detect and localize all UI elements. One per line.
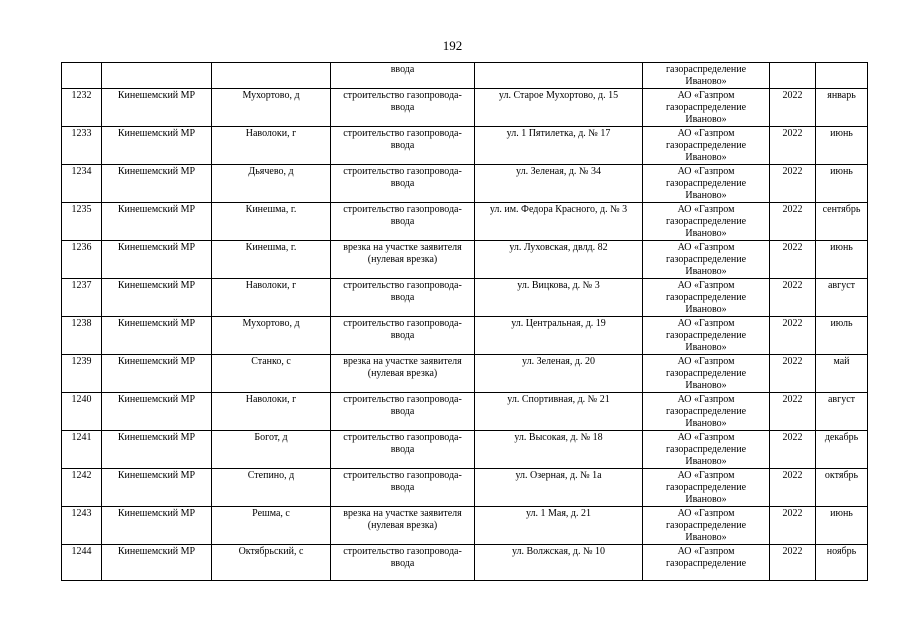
cell-year: 2022 xyxy=(770,241,816,279)
cell-address: ул. 1 Мая, д. 21 xyxy=(475,507,643,545)
cell-address: ул. Озерная, д. № 1а xyxy=(475,469,643,507)
cell-month: август xyxy=(816,393,868,431)
work-line: ввода xyxy=(390,216,415,227)
cell-no: 1239 xyxy=(62,355,102,393)
cell-no: 1244 xyxy=(62,545,102,581)
work-line: врезка на участке заявителя xyxy=(343,242,462,253)
cell-work xyxy=(331,469,475,507)
org-line: газораспределение xyxy=(665,482,747,493)
work-line: ввода xyxy=(390,406,415,417)
cell-no: 1235 xyxy=(62,203,102,241)
cell-year xyxy=(770,63,816,89)
cell-org xyxy=(643,507,770,545)
cell-locality: Кинешма, г. xyxy=(212,241,331,279)
org-line: АО «Газпром xyxy=(677,470,735,481)
table-row xyxy=(62,279,868,317)
org-line: Иваново» xyxy=(685,456,727,467)
cell-year: 2022 xyxy=(770,355,816,393)
cell-year: 2022 xyxy=(770,431,816,469)
cell-org xyxy=(643,203,770,241)
cell-district: Кинешемский МР xyxy=(102,355,212,393)
work-line: строительство газопровода- xyxy=(343,280,462,291)
org-line: газораспределение xyxy=(665,368,747,379)
cell-year: 2022 xyxy=(770,203,816,241)
cell-work xyxy=(331,355,475,393)
cell-address: ул. Луховская, двлд. 82 xyxy=(475,241,643,279)
cell-no: 1237 xyxy=(62,279,102,317)
cell-district: Кинешемский МР xyxy=(102,469,212,507)
work-line: врезка на участке заявителя xyxy=(343,356,462,367)
cell-address: ул. Центральная, д. 19 xyxy=(475,317,643,355)
work-line: ввода xyxy=(390,482,415,493)
work-line: (нулевая врезка) xyxy=(367,254,438,265)
table-row xyxy=(62,241,868,279)
cell-work xyxy=(331,393,475,431)
cell-month: июнь xyxy=(816,165,868,203)
cell-work xyxy=(331,63,475,89)
table-row xyxy=(62,393,868,431)
work-line: ввода xyxy=(390,102,415,113)
cell-district: Кинешемский МР xyxy=(102,241,212,279)
cell-locality: Октябрьский, с xyxy=(212,545,331,581)
org-line: газораспределение xyxy=(665,254,747,265)
cell-month: май xyxy=(816,355,868,393)
gasification-table xyxy=(61,62,868,581)
cell-address: ул. 1 Пятилетка, д. № 17 xyxy=(475,127,643,165)
page-number: 192 xyxy=(442,38,463,53)
cell-org xyxy=(643,469,770,507)
cell-org xyxy=(643,127,770,165)
cell-locality: Степино, д xyxy=(212,469,331,507)
work-line: ввода xyxy=(390,64,415,75)
org-line: газораспределение xyxy=(665,520,747,531)
work-line: строительство газопровода- xyxy=(343,394,462,405)
cell-year: 2022 xyxy=(770,127,816,165)
org-line: АО «Газпром xyxy=(677,394,735,405)
table-row xyxy=(62,507,868,545)
org-line: Иваново» xyxy=(685,114,727,125)
cell-district: Кинешемский МР xyxy=(102,89,212,127)
cell-locality: Мухортово, д xyxy=(212,317,331,355)
table-row xyxy=(62,545,868,581)
cell-org xyxy=(643,241,770,279)
org-line: АО «Газпром xyxy=(677,508,735,519)
work-line: строительство газопровода- xyxy=(343,90,462,101)
org-line: газораспределение xyxy=(665,558,747,569)
work-line: врезка на участке заявителя xyxy=(343,508,462,519)
org-line: Иваново» xyxy=(685,152,727,163)
org-line: АО «Газпром xyxy=(677,90,735,101)
work-line: строительство газопровода- xyxy=(343,128,462,139)
cell-locality: Кинешма, г. xyxy=(212,203,331,241)
org-line: газораспределение xyxy=(665,444,747,455)
cell-org xyxy=(643,545,770,581)
cell-locality: Станко, с xyxy=(212,355,331,393)
org-line: газораспределение xyxy=(665,330,747,341)
cell-year: 2022 xyxy=(770,507,816,545)
cell-no: 1236 xyxy=(62,241,102,279)
cell-work xyxy=(331,279,475,317)
org-line: Иваново» xyxy=(685,228,727,239)
work-line: (нулевая врезка) xyxy=(367,520,438,531)
org-line: газораспределение xyxy=(665,216,747,227)
cell-year: 2022 xyxy=(770,165,816,203)
table-row xyxy=(62,355,868,393)
cell-month: июнь xyxy=(816,507,868,545)
cell-no: 1241 xyxy=(62,431,102,469)
cell-locality: Мухортово, д xyxy=(212,89,331,127)
cell-district xyxy=(102,63,212,89)
org-line: Иваново» xyxy=(685,76,727,87)
table-row xyxy=(62,317,868,355)
work-line: строительство газопровода- xyxy=(343,204,462,215)
cell-no xyxy=(62,63,102,89)
cell-work xyxy=(331,203,475,241)
org-line: газораспределение xyxy=(665,292,747,303)
org-line: Иваново» xyxy=(685,380,727,391)
work-line: ввода xyxy=(390,140,415,151)
cell-month: август xyxy=(816,279,868,317)
cell-year: 2022 xyxy=(770,469,816,507)
cell-address: ул. Волжская, д. № 10 xyxy=(475,545,643,581)
cell-district: Кинешемский МР xyxy=(102,317,212,355)
table-row xyxy=(62,89,868,127)
cell-work xyxy=(331,545,475,581)
cell-org xyxy=(643,431,770,469)
org-line: АО «Газпром xyxy=(677,432,735,443)
cell-year: 2022 xyxy=(770,89,816,127)
cell-address: ул. Спортивная, д. № 21 xyxy=(475,393,643,431)
cell-address: ул. Старое Мухортово, д. 15 xyxy=(475,89,643,127)
org-line: Иваново» xyxy=(685,266,727,277)
cell-locality: Наволоки, г xyxy=(212,279,331,317)
cell-district: Кинешемский МР xyxy=(102,393,212,431)
work-line: строительство газопровода- xyxy=(343,546,462,557)
work-line: строительство газопровода- xyxy=(343,166,462,177)
cell-org xyxy=(643,317,770,355)
org-line: Иваново» xyxy=(685,304,727,315)
cell-district: Кинешемский МР xyxy=(102,165,212,203)
org-line: Иваново» xyxy=(685,418,727,429)
cell-org xyxy=(643,89,770,127)
cell-locality: Наволоки, г xyxy=(212,127,331,165)
cell-org xyxy=(643,355,770,393)
cell-work xyxy=(331,127,475,165)
work-line: строительство газопровода- xyxy=(343,470,462,481)
cell-no: 1232 xyxy=(62,89,102,127)
cell-no: 1238 xyxy=(62,317,102,355)
cell-locality: Дьячево, д xyxy=(212,165,331,203)
cell-year: 2022 xyxy=(770,317,816,355)
cell-org xyxy=(643,393,770,431)
cell-address: ул. Высокая, д. № 18 xyxy=(475,431,643,469)
table-row xyxy=(62,127,868,165)
work-line: ввода xyxy=(390,292,415,303)
cell-month: июнь xyxy=(816,127,868,165)
cell-work xyxy=(331,89,475,127)
cell-address: ул. им. Федора Красного, д. № 3 xyxy=(475,203,643,241)
table-body xyxy=(62,63,868,581)
cell-address: ул. Зеленая, д. № 34 xyxy=(475,165,643,203)
cell-no: 1233 xyxy=(62,127,102,165)
org-line: газораспределение xyxy=(665,140,747,151)
cell-district: Кинешемский МР xyxy=(102,279,212,317)
cell-district: Кинешемский МР xyxy=(102,545,212,581)
continuation-row xyxy=(62,63,868,89)
cell-year: 2022 xyxy=(770,393,816,431)
cell-locality: Решма, с xyxy=(212,507,331,545)
cell-district: Кинешемский МР xyxy=(102,431,212,469)
cell-locality: Богот, д xyxy=(212,431,331,469)
work-line: ввода xyxy=(390,558,415,569)
cell-district: Кинешемский МР xyxy=(102,127,212,165)
table-row xyxy=(62,165,868,203)
work-line: строительство газопровода- xyxy=(343,432,462,443)
org-line: Иваново» xyxy=(685,190,727,201)
work-line: (нулевая врезка) xyxy=(367,368,438,379)
cell-org xyxy=(643,63,770,89)
org-line: газораспределение xyxy=(665,102,747,113)
cell-locality xyxy=(212,63,331,89)
org-line: газораспределение xyxy=(665,64,747,75)
org-line: Иваново» xyxy=(685,342,727,353)
org-line: Иваново» xyxy=(685,532,727,543)
org-line: Иваново» xyxy=(685,494,727,505)
cell-year: 2022 xyxy=(770,545,816,581)
org-line: АО «Газпром xyxy=(677,546,735,557)
cell-work xyxy=(331,317,475,355)
cell-no: 1240 xyxy=(62,393,102,431)
org-line: газораспределение xyxy=(665,178,747,189)
org-line: АО «Газпром xyxy=(677,242,735,253)
work-line: ввода xyxy=(390,178,415,189)
cell-month: январь xyxy=(816,89,868,127)
cell-month: июль xyxy=(816,317,868,355)
cell-work xyxy=(331,507,475,545)
table-row xyxy=(62,469,868,507)
cell-no: 1243 xyxy=(62,507,102,545)
cell-month: июнь xyxy=(816,241,868,279)
cell-district: Кинешемский МР xyxy=(102,507,212,545)
cell-work xyxy=(331,241,475,279)
work-line: ввода xyxy=(390,444,415,455)
cell-month: декабрь xyxy=(816,431,868,469)
org-line: АО «Газпром xyxy=(677,356,735,367)
org-line: АО «Газпром xyxy=(677,166,735,177)
table-row xyxy=(62,431,868,469)
org-line: АО «Газпром xyxy=(677,128,735,139)
cell-work xyxy=(331,165,475,203)
cell-address: ул. Зеленая, д. 20 xyxy=(475,355,643,393)
cell-address xyxy=(475,63,643,89)
cell-month xyxy=(816,63,868,89)
cell-month: ноябрь xyxy=(816,545,868,581)
org-line: АО «Газпром xyxy=(677,280,735,291)
cell-no: 1242 xyxy=(62,469,102,507)
cell-locality: Наволоки, г xyxy=(212,393,331,431)
cell-month: октябрь xyxy=(816,469,868,507)
cell-year: 2022 xyxy=(770,279,816,317)
org-line: АО «Газпром xyxy=(677,318,735,329)
cell-district: Кинешемский МР xyxy=(102,203,212,241)
cell-org xyxy=(643,165,770,203)
work-line: ввода xyxy=(390,330,415,341)
work-line: строительство газопровода- xyxy=(343,318,462,329)
cell-work xyxy=(331,431,475,469)
cell-org xyxy=(643,279,770,317)
cell-no: 1234 xyxy=(62,165,102,203)
cell-address: ул. Вицкова, д. № 3 xyxy=(475,279,643,317)
org-line: АО «Газпром xyxy=(677,204,735,215)
table-row xyxy=(62,203,868,241)
cell-month: сентябрь xyxy=(816,203,868,241)
org-line: газораспределение xyxy=(665,406,747,417)
